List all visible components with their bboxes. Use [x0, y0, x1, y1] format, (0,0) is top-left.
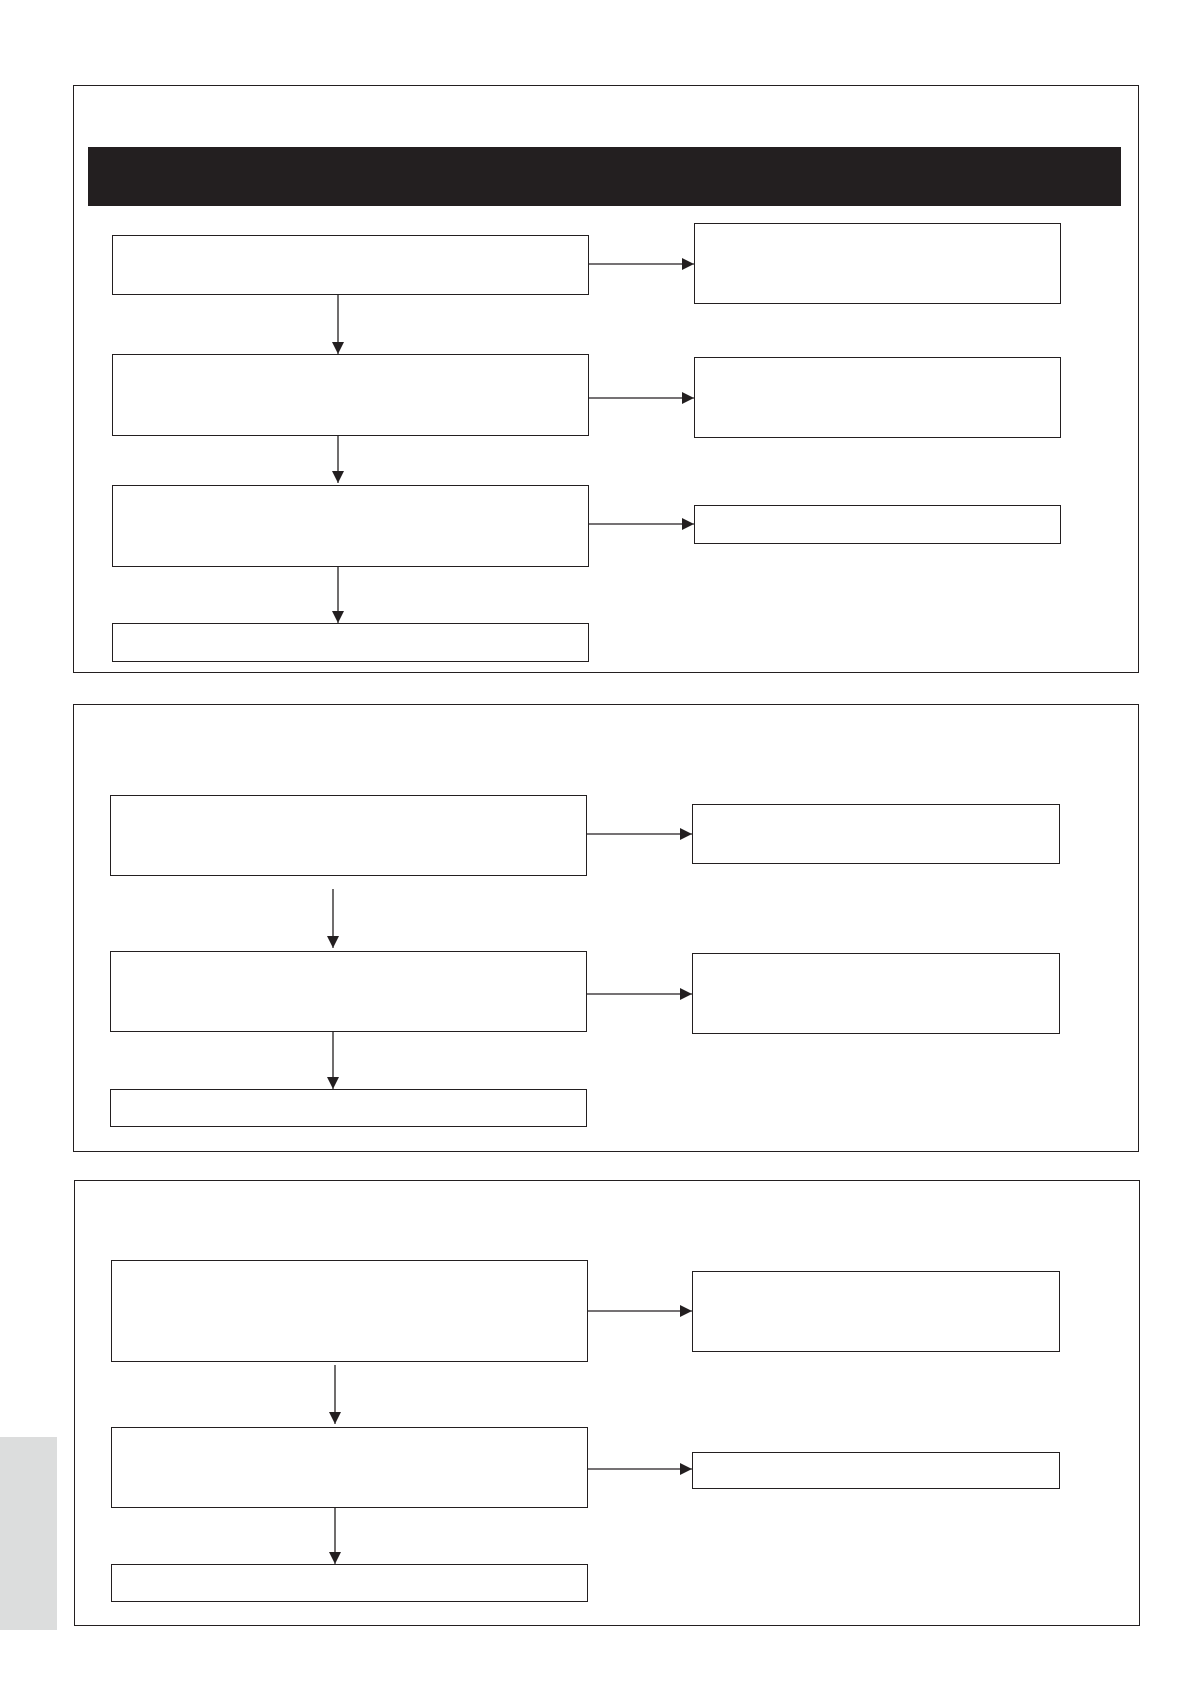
panel-3-end-box [111, 1564, 588, 1602]
panel-2-outcome-2-box [692, 953, 1060, 1034]
panel-1-outcome-2-box [694, 357, 1061, 438]
panel-1-end-box [112, 623, 589, 662]
panel-2-outcome-1-box [692, 804, 1060, 864]
flowchart-panel-2 [73, 704, 1139, 1152]
panel-3-step-2-box [111, 1427, 588, 1508]
flowchart-panel-3 [74, 1180, 1140, 1626]
panel-1-outcome-1-box [694, 223, 1061, 304]
panel-1-step-1-box [112, 235, 589, 295]
panel-3-step-1-box [111, 1260, 588, 1362]
panel-1-header-bar [88, 147, 1121, 206]
panel-2-step-2-box [110, 951, 587, 1032]
panel-2-end-box [110, 1089, 587, 1127]
panel-3-outcome-1-box [692, 1271, 1060, 1352]
panel-3-outcome-2-box [692, 1452, 1060, 1489]
panel-1-step-3-box [112, 485, 589, 567]
panel-2-step-1-box [110, 795, 587, 876]
panel-1-step-2-box [112, 354, 589, 436]
panel-1-outcome-3-box [694, 505, 1061, 544]
page-side-tab [0, 1437, 57, 1630]
